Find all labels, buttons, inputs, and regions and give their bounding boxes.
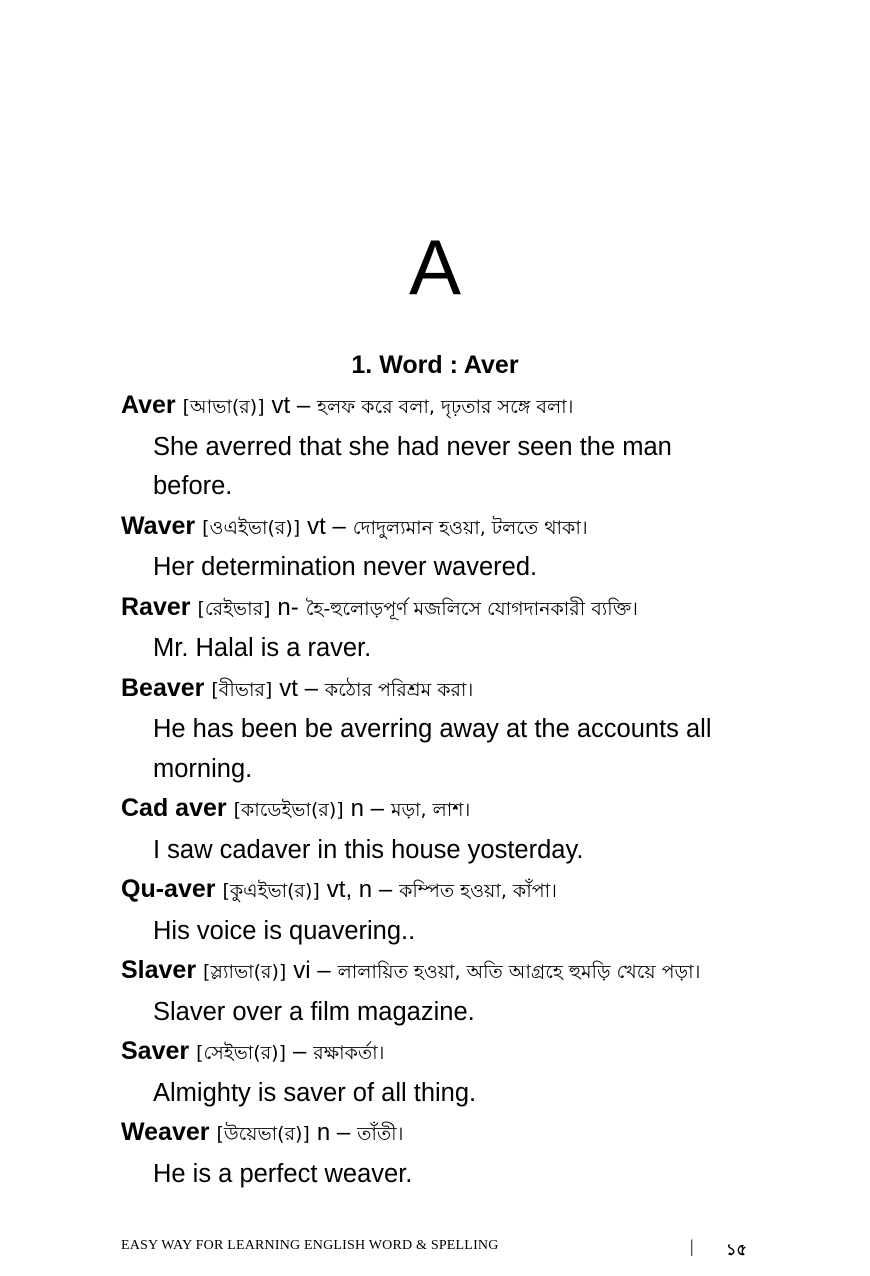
pronunciation: [কুএইভা(র)] [222, 880, 320, 902]
entry-raver [121, 588, 741, 669]
entry-weaver [121, 1113, 741, 1194]
entry-head [121, 1113, 741, 1155]
meaning: রক্ষাকর্তা। [313, 1042, 385, 1064]
meaning: কঠোর পরিশ্রম করা। [324, 678, 474, 701]
example-sentence: She averred that she had never seen the man before. [153, 432, 672, 500]
entry-beaver [121, 669, 741, 790]
entry-waver [121, 507, 741, 588]
headword: Weaver [121, 1118, 210, 1146]
grammar-tag: vi – [293, 957, 331, 984]
grammar-tag: vt, n – [326, 876, 393, 903]
grammar-tag: n – [316, 1119, 351, 1146]
section-title: 1. Word : Aver [351, 351, 519, 379]
example-sentence: Her determination never wavered. [153, 553, 538, 581]
entry-slaver [121, 951, 741, 1032]
meaning: মড়া, লাশ। [390, 799, 471, 821]
pronunciation: [উয়েভা(র)] [216, 1123, 310, 1145]
pronunciation: [আভা(র)] [182, 396, 265, 418]
example-sentence: He has been be averring away at the accounts all morning. [153, 715, 712, 783]
headword: Saver [121, 1037, 190, 1065]
entry-saver [121, 1032, 741, 1113]
example-sentence: I saw cadaver in this house yosterday. [153, 835, 584, 864]
example-sentence: Mr. Halal is a raver. [153, 634, 372, 662]
grammar-tag: vt – [279, 674, 318, 702]
grammar-tag: n- [277, 593, 299, 621]
grammar-tag: vt – [307, 512, 346, 540]
pronunciation: [বীভার] [211, 678, 273, 701]
page-footer [121, 1238, 751, 1258]
entry-head [121, 588, 741, 630]
entry-head [121, 951, 741, 993]
meaning: দোদুল্যমান হওয়া, টলতে থাকা। [352, 516, 588, 539]
meaning: কম্পিত হওয়া, কাঁপা। [399, 880, 557, 902]
headword: Slaver [121, 956, 197, 984]
grammar-tag: n – [350, 795, 384, 822]
footer-separator: | [690, 1236, 694, 1256]
book-title: EASY WAY FOR LEARNING ENGLISH WORD & SPELLING [121, 1238, 499, 1253]
headword: Aver [121, 391, 176, 419]
headword: Qu-aver [121, 875, 216, 903]
entry-quaver [121, 870, 741, 951]
headword: Raver [121, 592, 191, 621]
example-sentence: He is a perfect weaver. [153, 1159, 413, 1188]
grammar-tag: – [292, 1038, 307, 1065]
entry-cadaver [121, 789, 741, 870]
pronunciation: [ওএইভা(র)] [202, 516, 301, 539]
entry-head [121, 1032, 741, 1074]
entry-list [121, 386, 741, 1194]
pronunciation: [স্ল্যাভা(র)] [203, 961, 287, 983]
meaning: হৈ-হুলোড়পূর্ণ মজলিসে যোগদানকারী ব্যক্তি। [305, 597, 638, 620]
example-sentence: Almighty is saver of all thing. [153, 1078, 477, 1107]
entry-head [121, 669, 741, 711]
meaning: লালায়িত হওয়া, অতি আগ্রহে হুমড়ি খেয়ে পড়া। [337, 961, 701, 983]
meaning: তাঁতী। [357, 1123, 404, 1145]
entry-aver [121, 386, 741, 507]
example-sentence: His voice is quavering.. [153, 916, 416, 945]
pronunciation: [সেইভা(র)] [196, 1042, 286, 1064]
section-letter: A [408, 223, 462, 311]
meaning: হলফ করে বলা, দৃঢ়তার সঙ্গে বলা। [317, 396, 574, 418]
page-number: ১৫ [726, 1240, 747, 1259]
entry-head [121, 386, 741, 428]
headword: Cad aver [121, 794, 227, 822]
headword: Beaver [121, 673, 205, 702]
entry-head [121, 870, 741, 912]
pronunciation: [কাডেইভা(র)] [233, 799, 344, 821]
headword: Waver [121, 511, 196, 540]
entry-head [121, 789, 741, 831]
example-sentence: Slaver over a film magazine. [153, 997, 475, 1026]
grammar-tag: vt – [271, 392, 311, 419]
pronunciation: [রেইভার] [197, 597, 271, 620]
entry-head [121, 507, 741, 549]
